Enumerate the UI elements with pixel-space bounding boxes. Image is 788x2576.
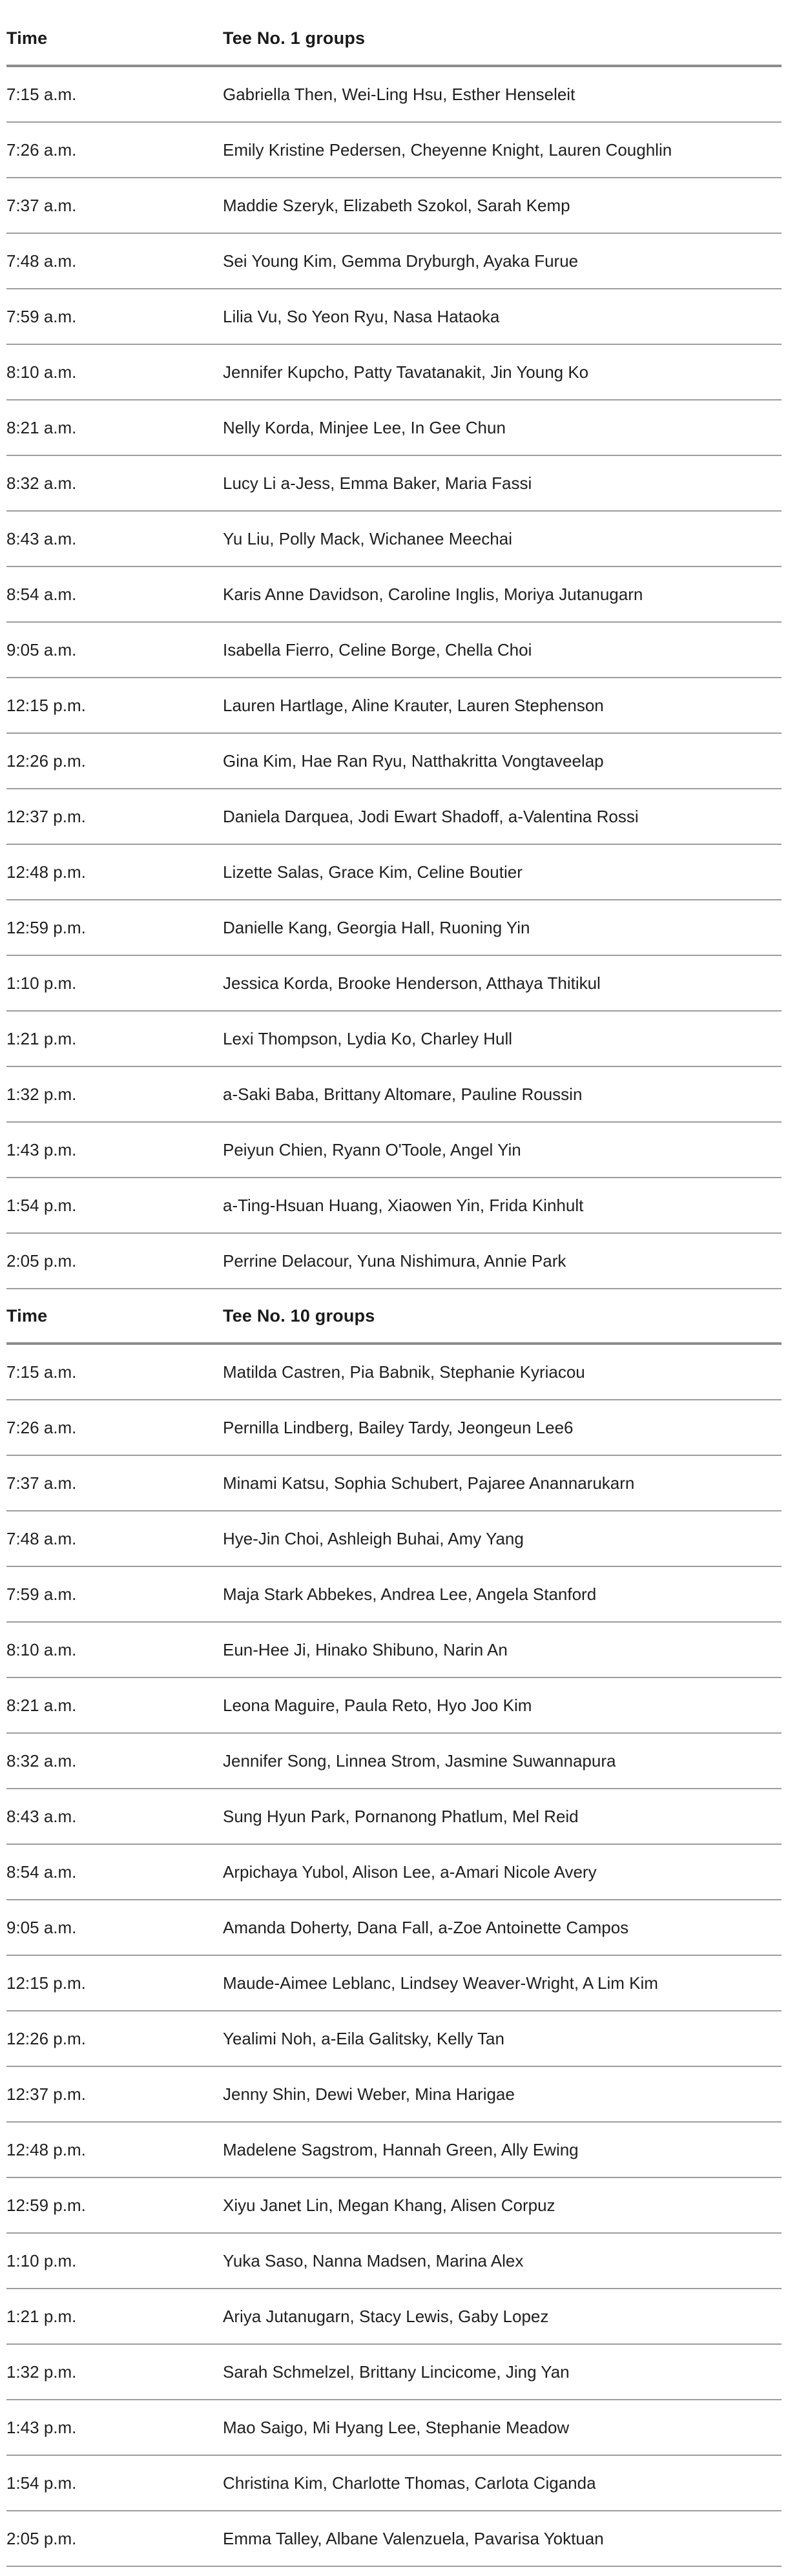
time-cell: 12:26 p.m. [6, 2011, 223, 2066]
players-cell: Lauren Hartlage, Aline Krauter, Lauren Stephenson [223, 678, 782, 733]
tee-no-10-table [6, 1289, 782, 2567]
table-row [6, 1178, 782, 1233]
time-cell: 1:43 p.m. [6, 1122, 223, 1178]
table-row [6, 2455, 782, 2511]
players-cell: Karis Anne Davidson, Caroline Inglis, Moriya Jutanugarn [223, 566, 782, 622]
time-cell: 8:43 a.m. [6, 511, 223, 566]
time-cell: 8:32 a.m. [6, 455, 223, 511]
time-cell: 12:26 p.m. [6, 733, 223, 789]
time-cell: 12:48 p.m. [6, 2122, 223, 2177]
time-cell: 1:54 p.m. [6, 2455, 223, 2511]
players-cell: Nelly Korda, Minjee Lee, In Gee Chun [223, 400, 782, 455]
time-cell: 12:59 p.m. [6, 2177, 223, 2233]
table-row [6, 2066, 782, 2122]
table-row [6, 1066, 782, 1122]
players-cell: Yealimi Noh, a-Eila Galitsky, Kelly Tan [223, 2011, 782, 2066]
table-row [6, 1011, 782, 1066]
time-cell: 8:10 a.m. [6, 1622, 223, 1678]
time-cell: 1:54 p.m. [6, 1178, 223, 1233]
time-cell: 7:15 a.m. [6, 1344, 223, 1400]
players-cell: Christina Kim, Charlotte Thomas, Carlota Ciganda [223, 2455, 782, 2511]
time-cell: 1:10 p.m. [6, 955, 223, 1011]
players-cell: Pernilla Lindberg, Bailey Tardy, Jeongeun Lee6 [223, 1400, 782, 1455]
players-cell: Arpichaya Yubol, Alison Lee, a-Amari Nicole Avery [223, 1844, 782, 1900]
time-cell: 8:21 a.m. [6, 400, 223, 455]
players-cell: Mao Saigo, Mi Hyang Lee, Stephanie Meadow [223, 2400, 782, 2455]
table-row [6, 400, 782, 455]
table-header-row [6, 1289, 782, 1344]
time-cell: 1:10 p.m. [6, 2233, 223, 2289]
time-cell: 7:48 a.m. [6, 1511, 223, 1566]
table-row [6, 289, 782, 344]
time-column-header: Time [6, 1289, 223, 1344]
table-row [6, 178, 782, 233]
time-cell: 9:05 a.m. [6, 1900, 223, 1955]
table-row [6, 1511, 782, 1566]
players-cell: Jennifer Kupcho, Patty Tavatanakit, Jin Young Ko [223, 344, 782, 400]
time-cell: 8:43 a.m. [6, 1789, 223, 1844]
players-cell: Matilda Castren, Pia Babnik, Stephanie Kyriacou [223, 1344, 782, 1400]
tee-no-10-rows [6, 1344, 782, 2566]
players-cell: Gina Kim, Hae Ran Ryu, Natthakritta Vongtaveelap [223, 733, 782, 789]
table-row [6, 1678, 782, 1733]
time-cell: 2:05 p.m. [6, 2511, 223, 2566]
table-row [6, 900, 782, 955]
table-row [6, 955, 782, 1011]
time-cell: 12:48 p.m. [6, 844, 223, 900]
players-cell: Jessica Korda, Brooke Henderson, Atthaya Thitikul [223, 955, 782, 1011]
table-row [6, 1344, 782, 1400]
time-cell: 1:21 p.m. [6, 1011, 223, 1066]
table-row [6, 733, 782, 789]
tee-no-1-rows [6, 66, 782, 1289]
time-cell: 12:37 p.m. [6, 789, 223, 844]
players-cell: Eun-Hee Ji, Hinako Shibuno, Narin An [223, 1622, 782, 1678]
time-cell: 8:54 a.m. [6, 566, 223, 622]
table-row [6, 511, 782, 566]
players-cell: Hye-Jin Choi, Ashleigh Buhai, Amy Yang [223, 1511, 782, 1566]
time-cell: 1:21 p.m. [6, 2289, 223, 2344]
players-cell: Maja Stark Abbekes, Andrea Lee, Angela Stanford [223, 1566, 782, 1622]
table-row [6, 1233, 782, 1289]
table-row [6, 2011, 782, 2066]
players-cell: Madelene Sagstrom, Hannah Green, Ally Ewing [223, 2122, 782, 2177]
table-row [6, 1844, 782, 1900]
time-cell: 12:15 p.m. [6, 678, 223, 733]
time-cell: 8:10 a.m. [6, 344, 223, 400]
players-cell: Yu Liu, Polly Mack, Wichanee Meechai [223, 511, 782, 566]
time-cell: 7:15 a.m. [6, 66, 223, 122]
table-row [6, 1455, 782, 1511]
players-cell: Emma Talley, Albane Valenzuela, Pavarisa Yoktuan [223, 2511, 782, 2566]
players-cell: Lilia Vu, So Yeon Ryu, Nasa Hataoka [223, 289, 782, 344]
table-row [6, 66, 782, 122]
tee-times-page [6, 12, 782, 2567]
groups-column-header: Tee No. 10 groups [223, 1289, 782, 1344]
time-cell: 12:15 p.m. [6, 1955, 223, 2011]
players-cell: Gabriella Then, Wei-Ling Hsu, Esther Henseleit [223, 66, 782, 122]
table-row [6, 1789, 782, 1844]
time-cell: 7:59 a.m. [6, 1566, 223, 1622]
time-cell: 7:48 a.m. [6, 233, 223, 289]
players-cell: Leona Maguire, Paula Reto, Hyo Joo Kim [223, 1678, 782, 1733]
table-header-row [6, 12, 782, 66]
time-cell: 7:37 a.m. [6, 1455, 223, 1511]
time-cell: 9:05 a.m. [6, 622, 223, 678]
table-row [6, 2233, 782, 2289]
time-cell: 7:26 a.m. [6, 122, 223, 178]
time-column-header: Time [6, 12, 223, 66]
players-cell: Sarah Schmelzel, Brittany Lincicome, Jing Yan [223, 2344, 782, 2400]
time-cell: 1:32 p.m. [6, 2344, 223, 2400]
table-row [6, 1955, 782, 2011]
time-cell: 7:59 a.m. [6, 289, 223, 344]
time-cell: 2:05 p.m. [6, 1233, 223, 1289]
time-cell: 8:32 a.m. [6, 1733, 223, 1789]
players-cell: Yuka Saso, Nanna Madsen, Marina Alex [223, 2233, 782, 2289]
table-row [6, 1122, 782, 1178]
time-cell: 8:21 a.m. [6, 1678, 223, 1733]
table-row [6, 455, 782, 511]
players-cell: Minami Katsu, Sophia Schubert, Pajaree Anannarukarn [223, 1455, 782, 1511]
time-cell: 12:37 p.m. [6, 2066, 223, 2122]
table-row [6, 122, 782, 178]
players-cell: Ariya Jutanugarn, Stacy Lewis, Gaby Lopez [223, 2289, 782, 2344]
table-row [6, 1733, 782, 1789]
players-cell: Jennifer Song, Linnea Strom, Jasmine Suwannapura [223, 1733, 782, 1789]
table-row [6, 2289, 782, 2344]
players-cell: Amanda Doherty, Dana Fall, a-Zoe Antoinette Campos [223, 1900, 782, 1955]
table-row [6, 678, 782, 733]
table-row [6, 789, 782, 844]
table-row [6, 844, 782, 900]
time-cell: 7:26 a.m. [6, 1400, 223, 1455]
time-cell: 8:54 a.m. [6, 1844, 223, 1900]
players-cell: Daniela Darquea, Jodi Ewart Shadoff, a-Valentina Rossi [223, 789, 782, 844]
table-row [6, 622, 782, 678]
players-cell: Sung Hyun Park, Pornanong Phatlum, Mel Reid [223, 1789, 782, 1844]
time-cell: 12:59 p.m. [6, 900, 223, 955]
players-cell: Lizette Salas, Grace Kim, Celine Boutier [223, 844, 782, 900]
players-cell: Maddie Szeryk, Elizabeth Szokol, Sarah Kemp [223, 178, 782, 233]
table-row [6, 233, 782, 289]
tee-no-1-table [6, 12, 782, 1289]
players-cell: Jenny Shin, Dewi Weber, Mina Harigae [223, 2066, 782, 2122]
players-cell: Xiyu Janet Lin, Megan Khang, Alisen Corpuz [223, 2177, 782, 2233]
players-cell: Lucy Li a-Jess, Emma Baker, Maria Fassi [223, 455, 782, 511]
players-cell: a-Saki Baba, Brittany Altomare, Pauline Roussin [223, 1066, 782, 1122]
table-row [6, 1900, 782, 1955]
groups-column-header: Tee No. 1 groups [223, 12, 782, 66]
players-cell: Emily Kristine Pedersen, Cheyenne Knight, Lauren Coughlin [223, 122, 782, 178]
players-cell: a-Ting-Hsuan Huang, Xiaowen Yin, Frida Kinhult [223, 1178, 782, 1233]
table-row [6, 566, 782, 622]
time-cell: 7:37 a.m. [6, 178, 223, 233]
players-cell: Lexi Thompson, Lydia Ko, Charley Hull [223, 1011, 782, 1066]
table-row [6, 1400, 782, 1455]
players-cell: Danielle Kang, Georgia Hall, Ruoning Yin [223, 900, 782, 955]
players-cell: Perrine Delacour, Yuna Nishimura, Annie Park [223, 1233, 782, 1289]
table-row [6, 344, 782, 400]
table-row [6, 2511, 782, 2566]
players-cell: Maude-Aimee Leblanc, Lindsey Weaver-Wright, A Lim Kim [223, 1955, 782, 2011]
table-row [6, 2177, 782, 2233]
time-cell: 1:32 p.m. [6, 1066, 223, 1122]
players-cell: Isabella Fierro, Celine Borge, Chella Choi [223, 622, 782, 678]
table-row [6, 2400, 782, 2455]
table-row [6, 1566, 782, 1622]
players-cell: Sei Young Kim, Gemma Dryburgh, Ayaka Furue [223, 233, 782, 289]
table-row [6, 1622, 782, 1678]
table-row [6, 2122, 782, 2177]
players-cell: Peiyun Chien, Ryann O'Toole, Angel Yin [223, 1122, 782, 1178]
table-row [6, 2344, 782, 2400]
time-cell: 1:43 p.m. [6, 2400, 223, 2455]
